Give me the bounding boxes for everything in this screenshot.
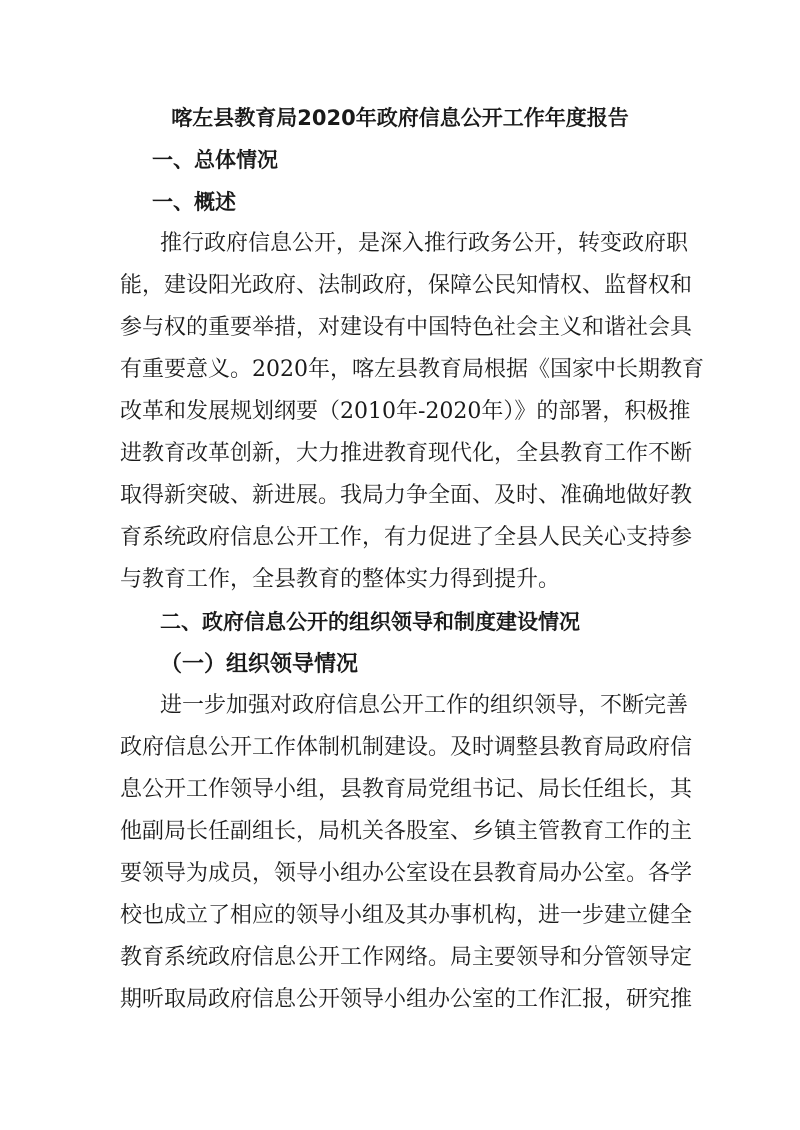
paragraph-line: 期听取局政府信息公开领导小组办公室的工作汇报，研究推 <box>120 987 693 1012</box>
document-title: 喀左县教育局2020年政府信息公开工作年度报告 <box>171 106 629 130</box>
paragraph-line: 有重要意义。2020年，喀左县教育局根据《国家中长期教育 <box>120 357 704 382</box>
paragraph-line: 他副局长任副组长，局机关各股室、乡镇主管教育工作的主 <box>120 819 693 844</box>
paragraph-line: 推行政府信息公开，是深入推行政务公开，转变政府职 <box>160 231 689 256</box>
paragraph-line: 取得新突破、新进展。我局力争全面、及时、准确地做好教 <box>120 483 693 508</box>
paragraph-line: 要领导为成员，领导小组办公室设在县教育局办公室。各学 <box>120 861 693 886</box>
subsection-heading-summary: 一、概述 <box>152 190 236 214</box>
paragraph-line: 育系统政府信息公开工作，有力促进了全县人民关心支持参 <box>120 525 693 550</box>
subsection-heading-leadership: （一）组织领导情况 <box>160 651 359 677</box>
paragraph-line: 改革和发展规划纲要（2010年-2020年）》的部署，积极推 <box>120 399 691 424</box>
paragraph-line: 教育系统政府信息公开工作网络。局主要领导和分管领导定 <box>120 945 693 970</box>
paragraph-line: 进教育改革创新，大力推进教育现代化，全县教育工作不断 <box>120 441 693 466</box>
paragraph-line: 息公开工作领导小组，县教育局党组书记、局长任组长，其 <box>120 777 693 802</box>
paragraph-line: 校也成立了相应的领导小组及其办事机构，进一步建立健全 <box>120 903 693 928</box>
section-heading-overview: 一、总体情况 <box>152 148 278 172</box>
paragraph-line: 政府信息公开工作体制机制建设。及时调整县教育局政府信 <box>120 735 693 760</box>
paragraph-line: 能，建设阳光政府、法制政府，保障公民知情权、监督权和 <box>120 273 693 298</box>
paragraph-line: 进一步加强对政府信息公开工作的组织领导，不断完善 <box>160 693 689 718</box>
paragraph-line: 与教育工作，全县教育的整体实力得到提升。 <box>120 567 561 592</box>
paragraph-line: 参与权的重要举措，对建设有中国特色社会主义和谐社会具 <box>120 315 693 340</box>
section-heading-organization: 二、政府信息公开的组织领导和制度建设情况 <box>160 610 580 634</box>
